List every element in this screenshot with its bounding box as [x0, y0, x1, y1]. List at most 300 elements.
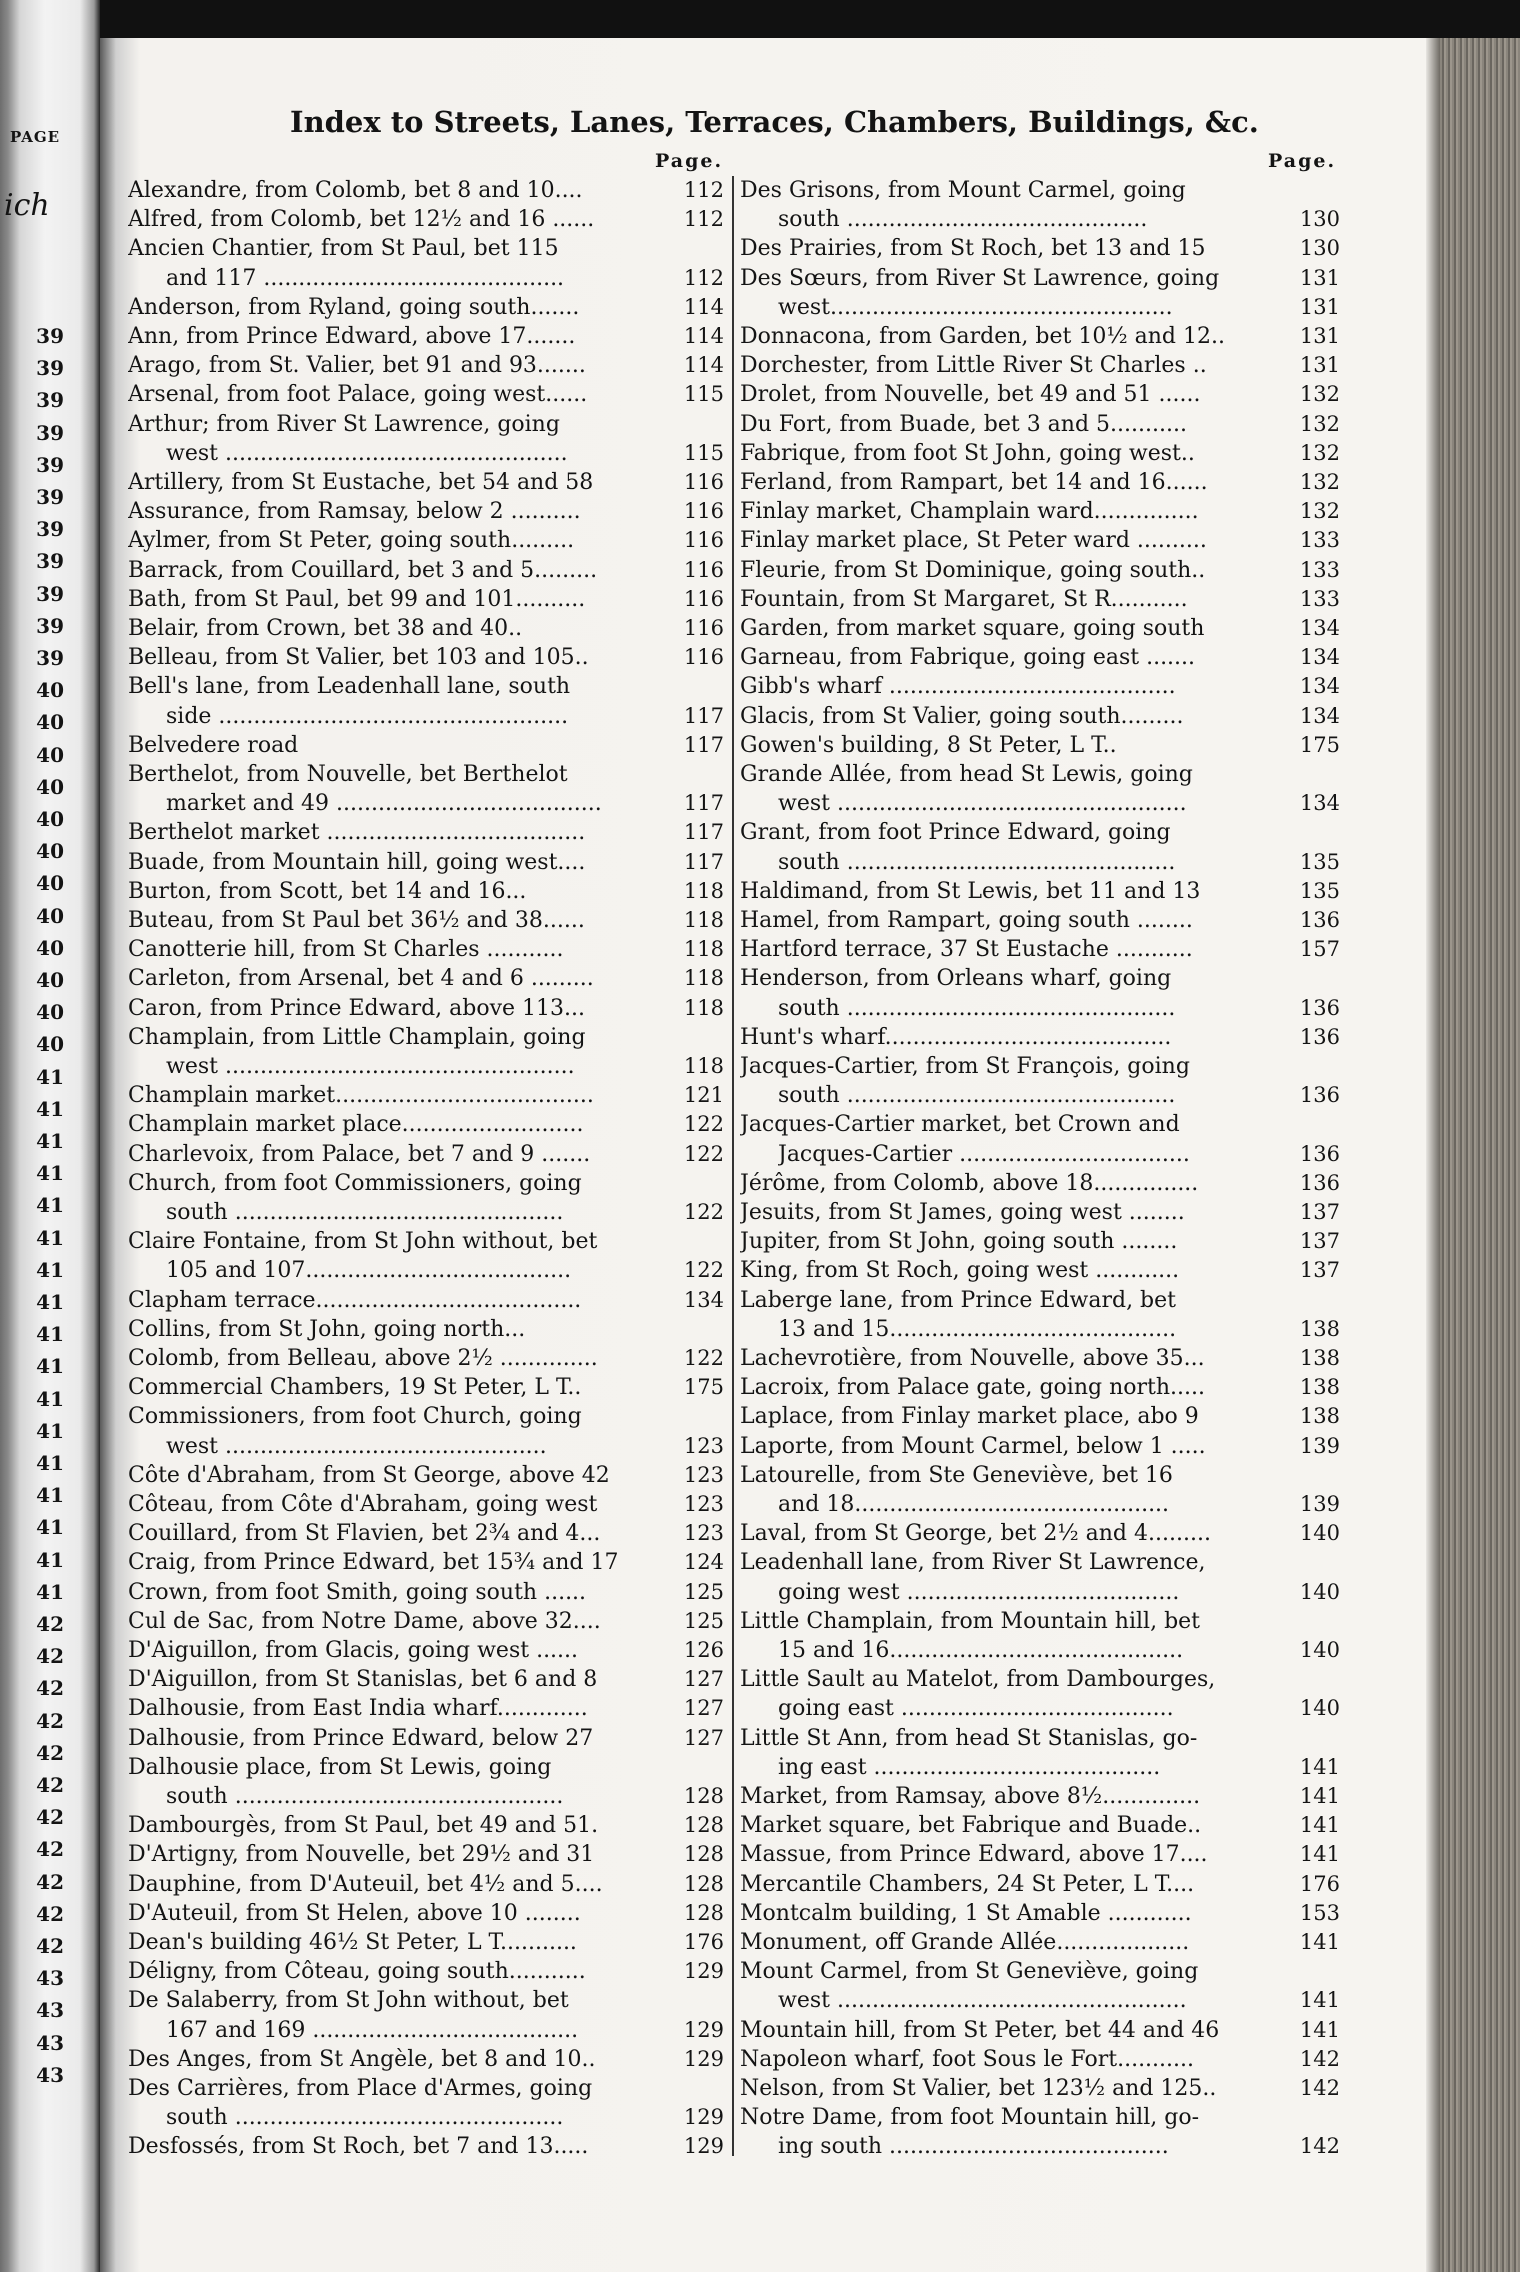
entry-page-number: 141: [1299, 1813, 1340, 1838]
entry-text: Hamel, from Rampart, going south ........: [740, 908, 1193, 933]
previous-page-number: 41: [36, 1579, 64, 1604]
index-entry: [128, 1461, 724, 1490]
entry-text: Dalhousie place, from St Lewis, going: [128, 1754, 552, 1780]
index-entry: [740, 877, 1340, 906]
entry-page-number: 137: [1299, 1200, 1340, 1224]
entry-text: Alfred, from Colomb, bet 12½ and 16 ......: [128, 207, 595, 233]
entry-text: Grande Allée, from head St Lewis, going: [740, 762, 1193, 787]
previous-page-number: 39: [36, 646, 64, 670]
entry-text: Anderson, from Ryland, going south.......: [128, 294, 580, 320]
previous-page-number: 41: [36, 1064, 64, 1089]
entry-page-number: 175: [683, 1375, 724, 1400]
index-entry: [740, 1607, 1340, 1636]
entry-page-number: 132: [1299, 440, 1340, 465]
entry-page-number: 136: [1299, 1083, 1340, 1108]
entry-text: Artillery, from St Eustache, bet 54 and 58: [128, 470, 594, 495]
entry-text: Jacques-Cartier, from St François, going: [740, 1054, 1190, 1079]
index-entry: [740, 643, 1340, 672]
entry-page-number: 127: [683, 1667, 724, 1692]
previous-page-number: 43: [36, 2062, 64, 2087]
entry-text: Arago, from St. Valier, bet 91 and 93.......: [128, 353, 586, 379]
previous-page-number: 42: [36, 1869, 64, 1894]
entry-page-number: 140: [1299, 1521, 1340, 1546]
entry-text: Dauphine, from D'Auteuil, bet 4½ and 5....: [128, 1871, 603, 1897]
entry-text: Belvedere road: [128, 732, 299, 758]
previous-page-number: 40: [36, 742, 64, 767]
entry-page-number: 136: [1299, 995, 1340, 1020]
index-entry: [740, 468, 1340, 497]
index-entry: [740, 1811, 1340, 1840]
entry-text: Aylmer, from St Peter, going south.........: [128, 528, 575, 554]
previous-page-number: 41: [36, 1096, 64, 1121]
entry-text: Belleau, from St Valier, bet 103 and 105..: [128, 645, 589, 671]
index-entry: [778, 848, 1340, 877]
entry-text: Gibb's wharf .........................................: [740, 674, 1176, 700]
entry-page-number: 123: [683, 1462, 724, 1487]
entry-page-number: 138: [1299, 1346, 1340, 1370]
entry-page-number: 135: [1299, 878, 1340, 903]
entry-text: Glacis, from St Valier, going south.........: [740, 703, 1184, 729]
index-entry: [740, 234, 1340, 263]
index-entry: [128, 1373, 724, 1402]
previous-page-number: 40: [36, 1000, 64, 1025]
entry-text: Mercantile Chambers, 24 St Peter, L T....: [740, 1871, 1195, 1897]
entry-page-number: 125: [683, 1579, 724, 1604]
top-border: [0, 0, 1520, 38]
entry-text: Buteau, from St Paul bet 36½ and 38......: [128, 908, 585, 933]
index-entry: [740, 760, 1340, 789]
index-entry: [740, 1928, 1340, 1957]
index-entry: [128, 234, 724, 263]
entry-text: Côteau, from Côte d'Abraham, going west: [128, 1492, 598, 1517]
index-entry: [740, 1665, 1340, 1694]
entry-page-number: 138: [1299, 1375, 1340, 1400]
entry-page-number: 132: [1299, 470, 1340, 494]
entry-page-number: 116: [683, 470, 724, 494]
page-title: Index to Streets, Lanes, Terraces, Chambers, Buildings, &c.: [290, 105, 1259, 139]
entry-page-number: 115: [683, 382, 724, 407]
entry-page-number: 122: [683, 1346, 724, 1370]
entry-page-number: 123: [683, 1492, 724, 1516]
previous-page-number: 41: [36, 1451, 64, 1475]
index-entry: [128, 351, 724, 380]
entry-page-number: 139: [1299, 1492, 1340, 1516]
index-entry: [166, 2103, 724, 2132]
entry-text: Ferland, from Rampart, bet 14 and 16......: [740, 470, 1208, 495]
entry-page-number: 128: [683, 1784, 724, 1808]
entry-page-number: 131: [1299, 324, 1340, 348]
previous-page-number: 40: [36, 968, 64, 992]
entry-page-number: 128: [683, 1813, 724, 1838]
entry-text: south ...............................................: [778, 1083, 1176, 1109]
entry-text: Jesuits, from St James, going west ........: [740, 1200, 1185, 1225]
entry-page-number: 134: [1299, 645, 1340, 670]
entry-page-number: 116: [683, 499, 724, 524]
index-entry: [740, 410, 1340, 439]
previous-page-number: 40: [36, 678, 64, 703]
entry-text: Market square, bet Fabrique and Buade..: [740, 1813, 1202, 1839]
entry-text: Mountain hill, from St Peter, bet 44 and 46: [740, 2017, 1220, 2043]
entry-text: west ..................................................: [778, 791, 1187, 817]
index-entry: [740, 176, 1340, 205]
page-edge-shadow: [1426, 38, 1440, 2272]
entry-page-number: 132: [1299, 382, 1340, 407]
entry-text: Champlain, from Little Champlain, going: [128, 1024, 586, 1050]
index-entry: [128, 964, 724, 993]
entry-text: Laplace, from Finlay market place, abo 9: [740, 1404, 1199, 1430]
entry-page-number: 129: [683, 2134, 724, 2159]
index-entry: [166, 1198, 724, 1227]
entry-text: Arthur; from River St Lawrence, going: [128, 411, 560, 437]
entry-text: west ..................................................: [778, 1988, 1187, 2014]
index-entry: [778, 1315, 1340, 1344]
entry-text: Alexandre, from Colomb, bet 8 and 10....: [128, 178, 583, 203]
entry-page-number: 122: [683, 1141, 724, 1166]
index-entry: [740, 1110, 1340, 1139]
previous-page-number: 41: [36, 1225, 64, 1250]
index-entry: [740, 672, 1340, 701]
entry-text: Déligny, from Côteau, going south...........: [128, 1959, 586, 1985]
entry-page-number: 116: [683, 528, 724, 553]
index-entry: [128, 585, 724, 614]
entry-text: south ...........................................: [778, 207, 1148, 233]
previous-page-number: 40: [36, 1032, 64, 1057]
index-entry: [166, 789, 724, 818]
entry-text: Leadenhall lane, from River St Lawrence,: [740, 1550, 1206, 1576]
entry-page-number: 129: [683, 1959, 724, 1984]
entry-text: Charlevoix, from Palace, bet 7 and 9 .......: [128, 1141, 591, 1167]
entry-text: Des Anges, from St Angèle, bet 8 and 10..: [128, 2046, 596, 2072]
page-column-header-left: Page.: [655, 150, 724, 172]
index-entry: [128, 556, 724, 585]
entry-page-number: 117: [683, 703, 724, 728]
index-entry: [128, 1023, 724, 1052]
entry-page-number: 127: [683, 1725, 724, 1750]
entry-page-number: 141: [1299, 2017, 1340, 2042]
previous-page-number: 39: [36, 549, 64, 574]
entry-page-number: 122: [683, 1258, 724, 1283]
entry-page-number: 118: [683, 937, 724, 962]
entry-text: Fleurie, from St Dominique, going south..: [740, 557, 1206, 583]
index-entry: [128, 293, 724, 322]
entry-page-number: 136: [1299, 1024, 1340, 1049]
entry-text: Gowen's building, 8 St Peter, L T..: [740, 732, 1117, 758]
index-entry: [128, 1986, 724, 2015]
entry-text: 105 and 107......................................: [166, 1258, 572, 1284]
index-entry: [128, 322, 724, 351]
previous-page-number: 42: [36, 1676, 64, 1701]
entry-page-number: 135: [1299, 849, 1340, 874]
previous-page-number: 42: [36, 1837, 64, 1862]
entry-text: Carleton, from Arsenal, bet 4 and 6 .........: [128, 966, 594, 992]
previous-page-number: 40: [36, 935, 64, 960]
entry-page-number: 127: [683, 1696, 724, 1721]
entry-page-number: 116: [683, 645, 724, 670]
entry-text: Des Sœurs, from River St Lawrence, going: [740, 265, 1220, 291]
index-entry: [128, 1753, 724, 1782]
index-entry: [128, 1169, 724, 1198]
entry-text: Market, from Ramsay, above 8½..............: [740, 1784, 1201, 1809]
index-entry: [740, 1899, 1340, 1928]
previous-page-number: 41: [36, 1483, 64, 1508]
entry-page-number: 134: [1299, 616, 1340, 640]
index-entry: [166, 1256, 724, 1285]
entry-page-number: 137: [1299, 1258, 1340, 1283]
previous-page-number: 41: [36, 1547, 64, 1572]
entry-text: Arsenal, from foot Palace, going west......: [128, 382, 588, 408]
index-entry: [128, 1724, 724, 1753]
index-entry: [740, 1870, 1340, 1899]
previous-page-number: 39: [36, 420, 64, 445]
previous-page-number: 39: [36, 324, 64, 348]
entry-text: Lachevrotière, from Nouvelle, above 35...: [740, 1346, 1205, 1371]
index-entry: [740, 964, 1340, 993]
entry-text: west .................................................: [166, 440, 568, 466]
index-entry: [128, 614, 724, 643]
entry-text: Bath, from St Paul, bet 99 and 101..........: [128, 586, 586, 612]
entry-text: Lacroix, from Palace gate, going north.....: [740, 1375, 1205, 1401]
entry-text: Haldimand, from St Lewis, bet 11 and 13: [740, 878, 1201, 904]
entry-text: Finlay market place, St Peter ward ..........: [740, 528, 1207, 554]
index-entry: [128, 935, 724, 964]
entry-text: south ...............................................: [166, 1784, 564, 1809]
index-entry: [778, 789, 1340, 818]
entry-page-number: 133: [1299, 586, 1340, 611]
index-entry: [128, 1636, 724, 1665]
entry-text: Finlay market, Champlain ward...............: [740, 499, 1199, 525]
entry-text: west.................................................: [778, 294, 1173, 320]
index-entry: [128, 1402, 724, 1431]
index-entry: [128, 410, 724, 439]
previous-page-number: 39: [36, 613, 64, 638]
index-entry: [778, 1753, 1340, 1782]
index-entry: [740, 702, 1340, 731]
entry-page-number: 122: [683, 1200, 724, 1224]
entry-page-number: 134: [1299, 674, 1340, 699]
previous-page-label: PAGE: [10, 128, 61, 146]
entry-page-number: 118: [683, 878, 724, 903]
entry-page-number: 114: [683, 294, 724, 319]
index-entry: [740, 1724, 1340, 1753]
entry-page-number: 141: [1299, 1784, 1340, 1808]
entry-page-number: 130: [1299, 207, 1340, 232]
entry-text: De Salaberry, from St John without, bet: [128, 1988, 569, 2014]
entry-text: Commercial Chambers, 19 St Peter, L T..: [128, 1375, 582, 1401]
index-entry: [128, 643, 724, 672]
entry-text: Napoleon wharf, foot Sous le Fort...........: [740, 2046, 1195, 2072]
entry-page-number: 140: [1299, 1638, 1340, 1662]
entry-text: D'Aiguillon, from St Stanislas, bet 6 and 8: [128, 1667, 598, 1693]
previous-page-number: 42: [36, 1644, 64, 1669]
entry-page-number: 139: [1299, 1433, 1340, 1458]
entry-page-number: 125: [683, 1608, 724, 1633]
entry-page-number: 116: [683, 557, 724, 582]
previous-page-number: 40: [36, 774, 64, 799]
entry-text: Hunt's wharf.........................................: [740, 1024, 1172, 1050]
entry-text: Barrack, from Couillard, bet 3 and 5.........: [128, 557, 598, 583]
entry-text: Monument, off Grande Allée...................: [740, 1930, 1190, 1955]
index-entry: [128, 1286, 724, 1315]
index-entry: [740, 2074, 1340, 2103]
previous-page-number: 40: [36, 807, 64, 831]
entry-page-number: 132: [1299, 499, 1340, 524]
index-entry: [740, 526, 1340, 555]
index-entry: [740, 2103, 1340, 2132]
entry-text: Laval, from St George, bet 2½ and 4.........: [740, 1521, 1211, 1547]
index-entry: [740, 2016, 1340, 2045]
previous-page-number: 41: [36, 1129, 64, 1153]
index-entry: [128, 205, 724, 234]
previous-page-title-fragment: ich: [4, 188, 50, 223]
entry-text: Canotterie hill, from St Charles ...........: [128, 937, 564, 963]
entry-page-number: 114: [683, 353, 724, 378]
entry-text: Commissioners, from foot Church, going: [128, 1404, 582, 1430]
entry-page-number: 141: [1299, 1754, 1340, 1779]
entry-text: Ancien Chantier, from St Paul, bet 115: [128, 236, 559, 262]
entry-text: Couillard, from St Flavien, bet 2¾ and 4...: [128, 1521, 601, 1547]
index-entry: [166, 1052, 724, 1081]
entry-page-number: 142: [1299, 2076, 1340, 2100]
entry-text: Burton, from Scott, bet 14 and 16...: [128, 878, 527, 904]
entry-page-number: 176: [683, 1930, 724, 1954]
entry-text: Belair, from Crown, bet 38 and 40..: [128, 616, 523, 641]
index-entry: [128, 380, 724, 409]
entry-page-number: 142: [1299, 2134, 1340, 2159]
previous-page-number: 41: [36, 1193, 64, 1218]
index-entry: [128, 1081, 724, 1110]
entry-text: Berthelot market .....................................: [128, 820, 586, 846]
entry-text: Jacques-Cartier market, bet Crown and: [740, 1112, 1180, 1138]
entry-page-number: 131: [1299, 353, 1340, 378]
entry-text: Assurance, from Ramsay, below 2 ..........: [128, 499, 581, 525]
entry-page-number: 131: [1299, 265, 1340, 290]
previous-page-number: 42: [36, 1901, 64, 1926]
entry-text: Collins, from St John, going north...: [128, 1316, 526, 1342]
entry-text: Nelson, from St Valier, bet 123½ and 125..: [740, 2076, 1217, 2101]
previous-page-number: 41: [36, 1161, 64, 1186]
entry-text: going west .......................................: [778, 1579, 1180, 1605]
entry-text: Du Fort, from Buade, bet 3 and 5...........: [740, 411, 1187, 437]
index-entry: [740, 1519, 1340, 1548]
index-entry: [166, 1432, 724, 1461]
entry-text: Craig, from Prince Edward, bet 15¾ and 17: [128, 1550, 619, 1576]
index-entry: [740, 614, 1340, 643]
entry-page-number: 141: [1299, 1988, 1340, 2013]
entry-text: Claire Fontaine, from St John without, bet: [128, 1229, 598, 1255]
previous-page-number: 43: [36, 1966, 64, 1991]
index-entry: [166, 264, 724, 293]
previous-page-number: 42: [36, 1708, 64, 1733]
previous-page-number: 40: [36, 710, 64, 735]
previous-page-number: 40: [36, 903, 64, 928]
entry-text: Bell's lane, from Leadenhall lane, south: [128, 674, 571, 700]
entry-text: ing south ........................................: [778, 2134, 1169, 2160]
index-entry: [128, 672, 724, 701]
entry-text: south ...............................................: [166, 1200, 564, 1225]
index-entry: [128, 1607, 724, 1636]
entry-text: 13 and 15.........................................: [778, 1316, 1177, 1342]
entry-text: Little Champlain, from Mountain hill, bet: [740, 1608, 1201, 1634]
previous-page-number: 42: [36, 1612, 64, 1636]
index-entry: [128, 1490, 724, 1519]
entry-text: market and 49 ......................................: [166, 791, 602, 817]
index-entry: [740, 1840, 1340, 1869]
entry-text: Champlain market.....................................: [128, 1083, 594, 1109]
index-entry: [128, 1548, 724, 1577]
index-entry: [128, 468, 724, 497]
entry-page-number: 133: [1299, 557, 1340, 582]
index-entry: [740, 1373, 1340, 1402]
index-entry: [128, 877, 724, 906]
entry-page-number: 153: [1299, 1900, 1340, 1925]
entry-text: Latourelle, from Ste Geneviève, bet 16: [740, 1462, 1173, 1488]
entry-page-number: 117: [683, 732, 724, 757]
entry-text: west ..............................................: [166, 1433, 547, 1459]
index-entry: [128, 1665, 724, 1694]
index-entry: [128, 497, 724, 526]
entry-page-number: 140: [1299, 1696, 1340, 1721]
entry-text: side ..................................................: [166, 703, 569, 729]
index-entry: [128, 1227, 724, 1256]
index-entry: [778, 1081, 1340, 1110]
entry-text: going east .......................................: [778, 1696, 1174, 1722]
index-entry: [740, 497, 1340, 526]
entry-page-number: 129: [683, 2017, 724, 2042]
entry-page-number: 138: [1299, 1404, 1340, 1429]
index-entry: [166, 702, 724, 731]
entry-text: Dalhousie, from Prince Edward, below 27: [128, 1725, 594, 1751]
entry-page-number: 117: [683, 791, 724, 816]
entry-page-number: 117: [683, 849, 724, 874]
entry-text: 15 and 16..........................................: [778, 1638, 1184, 1663]
entry-text: Caron, from Prince Edward, above 113...: [128, 995, 586, 1021]
index-entry: [740, 1023, 1340, 1052]
entry-page-number: 112: [683, 207, 724, 232]
entry-text: Fabrique, from foot St John, going west..: [740, 440, 1195, 466]
entry-text: Clapham terrace......................................: [128, 1287, 582, 1313]
previous-page-number: 39: [36, 452, 64, 477]
entry-text: Laporte, from Mount Carmel, below 1 .....: [740, 1433, 1206, 1459]
previous-page-number: 42: [36, 1805, 64, 1830]
entry-text: Little Sault au Matelot, from Dambourges,: [740, 1667, 1216, 1693]
entry-text: Crown, from foot Smith, going south ......: [128, 1579, 587, 1605]
entry-page-number: 129: [683, 2046, 724, 2071]
entry-page-number: 112: [683, 178, 724, 202]
entry-text: Jupiter, from St John, going south ........: [740, 1229, 1178, 1255]
entry-text: Jacques-Cartier .................................: [778, 1141, 1190, 1167]
entry-page-number: 116: [683, 586, 724, 611]
entry-text: Church, from foot Commissioners, going: [128, 1170, 582, 1196]
index-entry: [740, 585, 1340, 614]
index-entry: [778, 994, 1340, 1023]
entry-text: Buade, from Mountain hill, going west....: [128, 849, 586, 875]
index-entry: [740, 1461, 1340, 1490]
index-entry: [128, 1315, 724, 1344]
entry-text: D'Aiguillon, from Glacis, going west ......: [128, 1638, 579, 1663]
entry-text: Des Carrières, from Place d'Armes, going: [128, 2076, 593, 2101]
entry-page-number: 121: [683, 1083, 724, 1108]
index-entry: [166, 439, 724, 468]
entry-text: and 117 ...........................................: [166, 265, 565, 291]
entry-page-number: 136: [1299, 908, 1340, 932]
entry-page-number: 118: [683, 908, 724, 932]
index-entry: [128, 1140, 724, 1169]
index-entry: [128, 1870, 724, 1899]
previous-page-number: 39: [36, 485, 64, 509]
index-entry: [740, 1256, 1340, 1285]
previous-page-number: 39: [36, 356, 64, 381]
entry-text: Des Prairies, from St Roch, bet 13 and 15: [740, 236, 1206, 262]
